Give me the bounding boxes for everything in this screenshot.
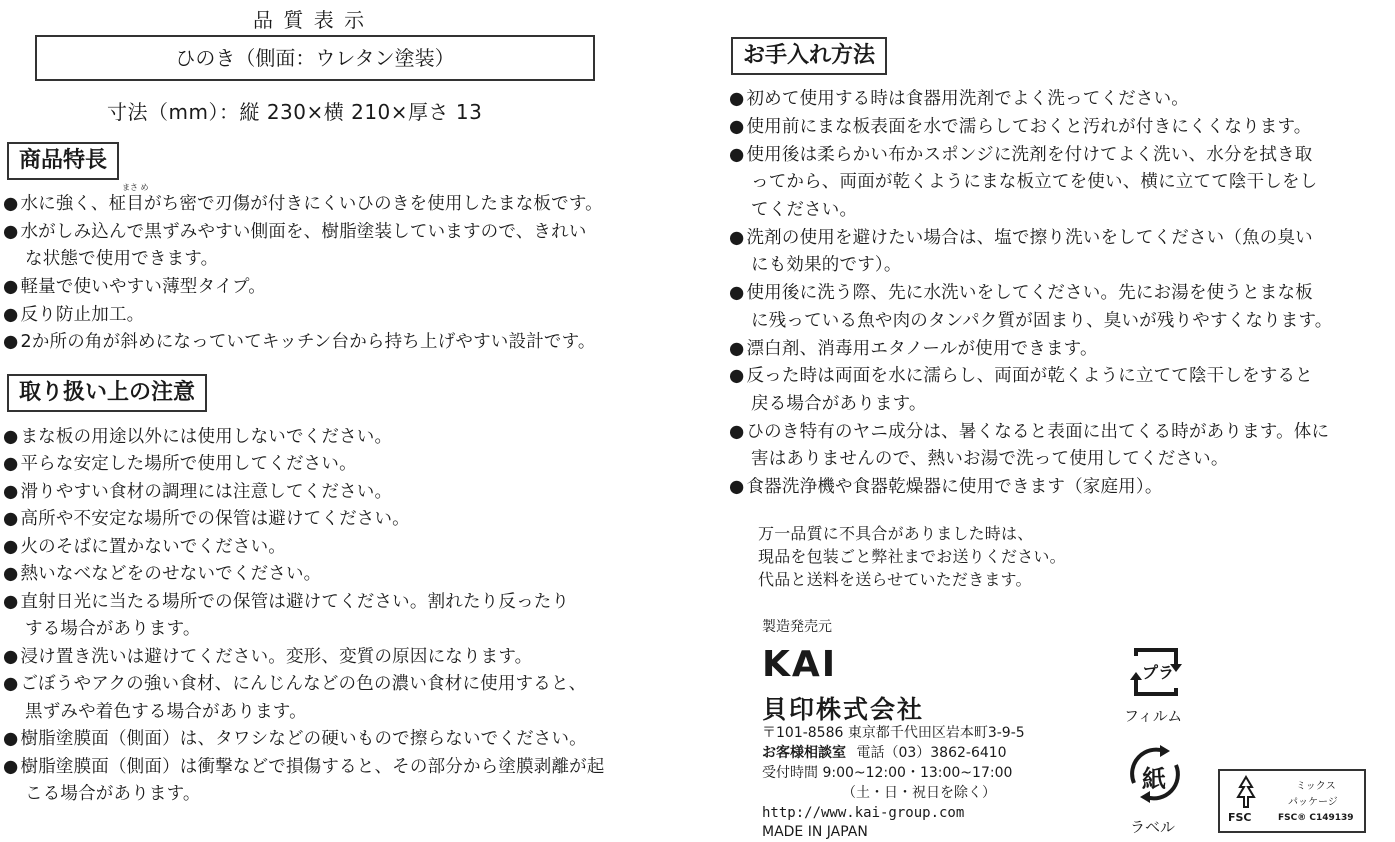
list-item: てください。	[751, 200, 858, 220]
list-item: ● 火のそばに置かないでください。	[3, 534, 286, 560]
list-item: ってから、両面が乾くようにまな板立てを使い、横に立てて陰干しをし	[751, 172, 1318, 192]
material-text: ひのき（側面：ウレタン塗装）	[175, 46, 455, 70]
pla-text: プラ	[1142, 663, 1175, 682]
list-item: ● 樹脂塗膜面（側面）は衝撃などで損傷すると、その部分から塗膜剥離が起	[3, 754, 605, 780]
list-item: ● 初めて使用する時は食器用洗剤でよく洗ってください。	[729, 86, 1189, 112]
list-item: こる場合があります。	[25, 784, 201, 804]
material-box	[35, 35, 595, 81]
list-item: ● 使用前にまな板表面を水で濡らしておくと汚れが付きにくくなります。	[729, 114, 1311, 140]
list-item: ● 直射日光に当たる場所での保管は避けてください。割れたり反ったり	[3, 589, 569, 615]
fsc-mix-2: パッケージ	[1288, 797, 1338, 808]
company-name: 貝印株式会社	[762, 695, 925, 724]
list-item: ● 2か所の角が斜めになっていてキッチン台から持ち上げやすい設計です。	[3, 329, 596, 355]
list-item: ● 滑りやすい食材の調理には注意してください。	[3, 479, 392, 505]
list-item: ● 使用後に洗う際、先に水洗いをしてください。先にお湯を使うとまな板	[729, 280, 1313, 306]
kai-logo-text: KAI	[762, 646, 838, 678]
list-item: ● 軽量で使いやすい薄型タイプ。	[3, 274, 266, 300]
notice-line: 現品を包装ごと弊社までお送りください。	[758, 547, 1066, 566]
list-item: ● 高所や不安定な場所での保管は避けてください。	[3, 506, 410, 532]
list-item: 害はありませんので、熱いお湯で洗って使用してください。	[751, 449, 1229, 469]
contact-row	[762, 744, 1007, 762]
list-item: ● 樹脂塗膜面（側面）は、タワシなどの硬いもので擦らないでください。	[3, 726, 587, 752]
quality-title: 品 質 表 示	[253, 8, 367, 32]
list-item: ● 洗剤の使用を避けたい場合は、塩で擦り洗いをしてください（魚の臭い	[729, 225, 1313, 251]
list-item: 戻る場合があります。	[751, 394, 927, 414]
fsc-logo: FSC	[1228, 811, 1252, 824]
cautions-heading: 取り扱い上の注意	[7, 374, 207, 412]
fsc-label-box	[1218, 769, 1366, 833]
hours: 受付時間 9:00~12:00・13:00~17:00	[762, 765, 1013, 781]
kai-logo	[762, 646, 852, 678]
ruby-text: まさ め	[122, 183, 149, 192]
list-item: な状態で使用できます。	[25, 249, 219, 269]
features-heading: 商品特長	[7, 142, 119, 180]
maker-label: 製造発売元	[762, 619, 832, 635]
notice-line: 代品と送料を送らせていただきます。	[758, 570, 1032, 589]
list-item: 黒ずみや着色する場合があります。	[25, 702, 307, 722]
size-text: 寸法（mm）：縦 230×横 210×厚さ 13	[107, 100, 483, 124]
list-item: ● 食器洗浄機や食器乾燥器に使用できます（家庭用）。	[729, 474, 1163, 500]
paper-label: ラベル	[1130, 818, 1176, 836]
list-item: ● 反った時は両面を水に濡らし、両面が乾くように立てて陰干しをすると	[729, 363, 1313, 389]
list-item: する場合があります。	[25, 619, 201, 639]
list-item: ● ひのき特有のヤニ成分は、暑くなると表面に出てくる時があります。体に	[729, 419, 1329, 445]
hours-note: （土・日・祝日を除く）	[842, 785, 996, 801]
paper-text: 紙	[1142, 765, 1166, 793]
pla-recycle-mark	[1128, 646, 1184, 698]
paper-recycle-mark	[1124, 743, 1186, 805]
care-heading: お手入れ方法	[731, 37, 887, 75]
list-item: にも効果的です）。	[751, 255, 902, 275]
origin: MADE IN JAPAN	[762, 824, 868, 840]
list-item: ● 漂白剤、消毒用エタノールが使用できます。	[729, 336, 1098, 362]
fsc-mix-1: ミックス	[1296, 781, 1336, 792]
list-item: ● 平らな安定した場所で使用してください。	[3, 451, 357, 477]
phone: 電話（03）3862-6410	[856, 745, 1007, 761]
list-item: ● 浸け置き洗いは避けてください。変形、変質の原因になります。	[3, 644, 532, 670]
notice-line: 万一品質に不具合がありました時は、	[758, 524, 1034, 543]
fsc-tree-icon	[1226, 775, 1266, 809]
address: 〒101-8586 東京都千代田区岩本町3-9-5	[762, 725, 1025, 741]
list-item: ● 熱いなべなどをのせないでください。	[3, 561, 321, 587]
list-item: ● 反り防止加工。	[3, 302, 144, 328]
pla-label: フィルム	[1124, 707, 1183, 725]
website-url[interactable]: http://www.kai-group.com	[762, 805, 965, 821]
list-item: ● 使用後は柔らかい布かスポンジに洗剤を付けてよく洗い、水分を拭き取	[729, 142, 1312, 168]
list-item: に残っている魚や肉のタンパク質が固まり、臭いが残りやすくなります。	[751, 311, 1333, 331]
list-item: ● 水がしみ込んで黒ずみやすい側面を、樹脂塗装していますので、きれい	[3, 219, 587, 245]
fsc-code: FSC® C149139	[1278, 813, 1354, 823]
list-item: ● 水に強く、柾目がち密で刃傷が付きにくいひのきを使用したまな板です。	[3, 191, 603, 217]
list-item: ● ごぼうやアクの強い食材、にんじんなどの色の濃い食材に使用すると、	[3, 671, 586, 697]
list-item: ● まな板の用途以外には使用しないでください。	[3, 424, 392, 450]
contact-label: お客様相談室	[762, 745, 846, 761]
